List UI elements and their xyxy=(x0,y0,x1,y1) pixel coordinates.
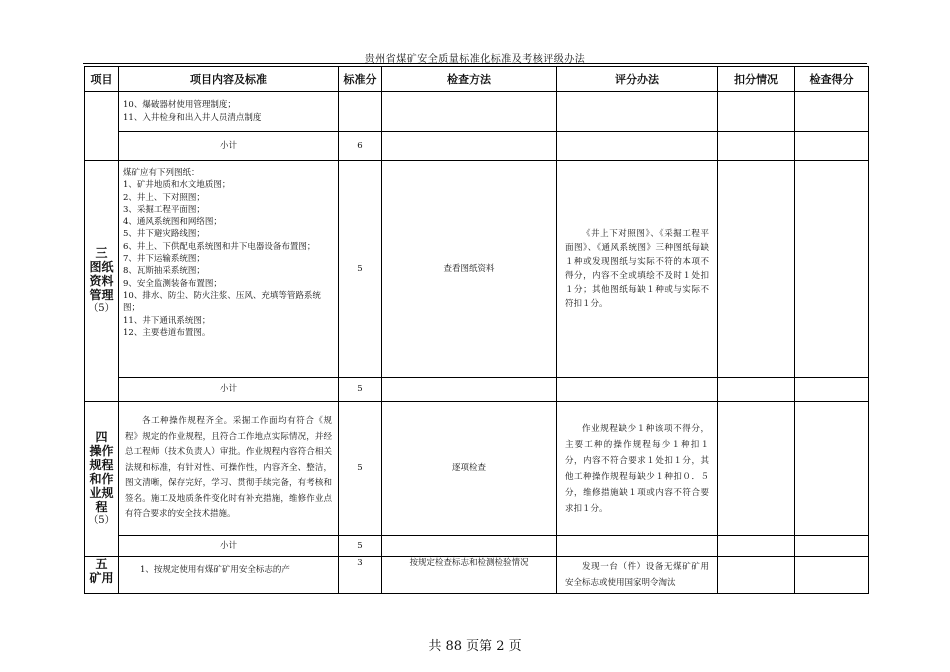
score-cell: 5 xyxy=(339,161,382,378)
scoring-cell: 作业规程缺少１种该项不得分，主要工种的操作规程每少１种扣１分，内容不符合要求１处扣１分，其他工种操作规程每缺少１种扣０．５分，维修措施缺１项或内容不符合要求扣１分。 xyxy=(557,402,718,536)
page-number: 共 88 页第 2 页 xyxy=(428,639,522,654)
content-line: 10、爆破器材使用管理制度； xyxy=(123,99,236,110)
deduction-cell xyxy=(718,132,795,161)
deduction-cell xyxy=(718,402,795,536)
score-cell: 3 xyxy=(339,557,382,594)
score-cell xyxy=(339,92,382,132)
content-cell xyxy=(119,92,339,132)
method-cell xyxy=(382,92,557,132)
deduction-cell xyxy=(718,92,795,132)
scoring-cell xyxy=(557,378,718,402)
content-cell: 煤矿应有下列图纸： 1、矿井地质和水文地质图； 2、井上、下对照图； 3、采掘工程平面图； 4、通风系统图和网络图； 5、井下避灾路线图； 6、井上、下供配电系统图和井下电器设备布置图； 7、井下运输系统图； 8、瓦斯抽采系统图； 9、安全监测装备布置图； 10、排水、防尘、防火注浆、压风、充填等管路系统图； 11、井下通讯系统图； 12、主要巷道布置图。 xyxy=(119,161,339,378)
final-score-cell xyxy=(795,378,869,402)
final-score-cell xyxy=(795,92,869,132)
item-cell-continued xyxy=(85,92,119,161)
deduction-cell xyxy=(718,557,795,594)
document-title: 贵州省煤矿安全质量标准化标准及考核评级办法 xyxy=(364,54,586,65)
final-score-cell xyxy=(795,536,869,557)
scoring-cell xyxy=(557,132,718,161)
score-cell: 5 xyxy=(339,402,382,536)
section-title-procedures: 四 操作 规程 和作 业规 程 （5） xyxy=(85,402,119,557)
content-cell: 1、按规定使用有煤矿矿用安全标志的产 xyxy=(119,557,339,594)
method-cell xyxy=(382,132,557,161)
method-cell: 按规定检查标志和检测检验情况 xyxy=(382,557,557,594)
col-header-item: 项目 xyxy=(85,67,119,92)
col-header-check-method: 检查方法 xyxy=(382,67,557,92)
subtotal-label: 小计 xyxy=(119,132,339,161)
col-header-content: 项目内容及标准 xyxy=(119,67,339,92)
table-row xyxy=(85,557,869,594)
subtotal-row xyxy=(85,132,869,161)
table-header-row xyxy=(85,67,869,92)
scoring-cell: 发现一台（件）设备无煤矿矿用安全标志或使用国家明令淘汰 xyxy=(557,557,718,594)
subtotal-label: 小计 xyxy=(119,378,339,402)
section-title-drawings: 三 图纸 资料 管理 （5） xyxy=(85,161,119,402)
col-header-deduction: 扣分情况 xyxy=(718,67,795,92)
subtotal-score: 5 xyxy=(339,378,382,402)
section-total-score: （5） xyxy=(88,515,115,526)
section-total-score: （5） xyxy=(88,303,115,314)
table-row xyxy=(85,402,869,536)
final-score-cell xyxy=(795,132,869,161)
assessment-table xyxy=(84,66,869,594)
table-row xyxy=(85,92,869,132)
content-cell: 各工种操作规程齐全。采掘工作面均有符合《规程》规定的作业规程，且符合工作地点实际情况，并经总工程师（技术负责人）审批。作业规程内容符合相关法规和标准，有针对性、可操作性，内容齐全、整洁，图文清晰，保存完好，学习、贯彻手续完备，有考核和签名。施工及地质条件变化时有补充措施，维修作业点有符合要求的安全技术措施。 xyxy=(119,402,339,536)
final-score-cell xyxy=(795,402,869,536)
scoring-cell: 《井上下对照图》、《采掘工程平面图》、《通风系统图》三种图纸每缺１种或发现图纸与实际不符的本项不得分，内容不全或填绘不及时１处扣１分；其他图纸每缺１种或与实际不符扣１分。 xyxy=(557,161,718,378)
deduction-cell xyxy=(718,378,795,402)
content-line: 11、入井检身和出入井人员清点制度 xyxy=(123,112,262,123)
method-cell: 查看图纸资料 xyxy=(382,161,557,378)
deduction-cell xyxy=(718,536,795,557)
scoring-cell xyxy=(557,536,718,557)
final-score-cell xyxy=(795,161,869,378)
method-cell xyxy=(382,378,557,402)
subtotal-label: 小计 xyxy=(119,536,339,557)
final-score-cell xyxy=(795,557,869,594)
method-cell: 逐项检查 xyxy=(382,402,557,536)
header-rule xyxy=(83,63,867,64)
subtotal-score: 5 xyxy=(339,536,382,557)
subtotal-row xyxy=(85,378,869,402)
col-header-scoring-method: 评分办法 xyxy=(557,67,718,92)
subtotal-row xyxy=(85,536,869,557)
subtotal-score: 6 xyxy=(339,132,382,161)
method-cell xyxy=(382,536,557,557)
col-header-standard-score: 标准分 xyxy=(339,67,382,92)
section-title-mining-equipment: 五 矿用 xyxy=(85,557,119,594)
col-header-final-score: 检查得分 xyxy=(795,67,869,92)
deduction-cell xyxy=(718,161,795,378)
table-row xyxy=(85,161,869,378)
scoring-cell xyxy=(557,92,718,132)
